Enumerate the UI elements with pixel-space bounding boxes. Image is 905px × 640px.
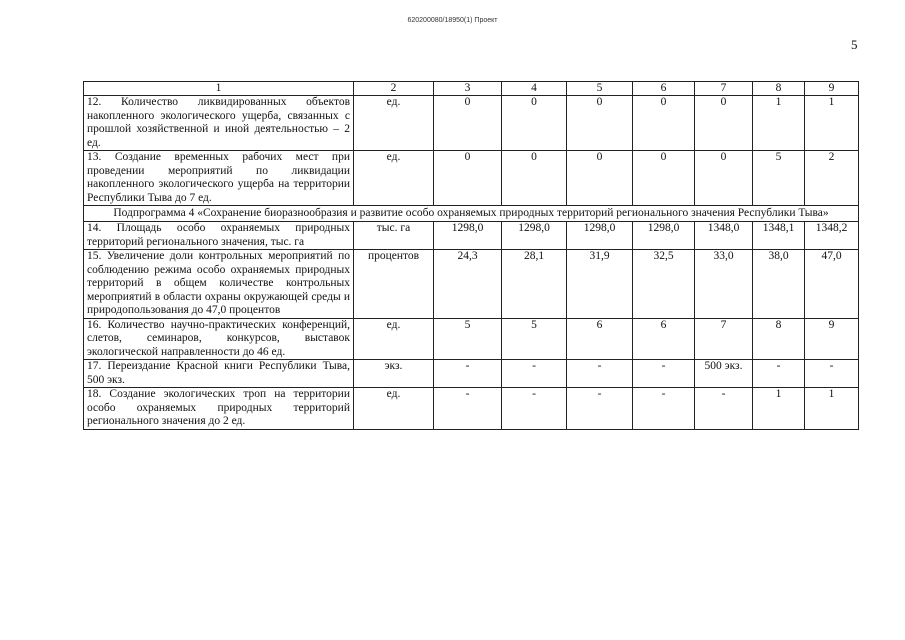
value-cell: 1298,0 xyxy=(502,222,567,250)
header-cell: 8 xyxy=(753,82,805,96)
value-cell: 0 xyxy=(633,151,695,206)
value-cell: 24,3 xyxy=(434,250,502,319)
header-cell: 9 xyxy=(805,82,859,96)
value-cell: 6 xyxy=(567,318,633,360)
value-cell: 1348,2 xyxy=(805,222,859,250)
header-row xyxy=(84,82,859,96)
value-cell: 1298,0 xyxy=(567,222,633,250)
header-cell: 7 xyxy=(695,82,753,96)
value-cell: 0 xyxy=(633,96,695,151)
page-number: 5 xyxy=(851,37,858,52)
header-cell: 5 xyxy=(567,82,633,96)
indicator-unit: процентов xyxy=(354,250,434,319)
value-cell: 0 xyxy=(567,96,633,151)
value-cell: 0 xyxy=(434,151,502,206)
value-cell: 2 xyxy=(805,151,859,206)
header-cell: 6 xyxy=(633,82,695,96)
value-cell: 0 xyxy=(502,96,567,151)
table-row xyxy=(84,388,859,430)
value-cell: 1 xyxy=(753,388,805,430)
value-cell: 0 xyxy=(695,151,753,206)
indicator-unit: ед. xyxy=(354,96,434,151)
indicator-name: 12. Количество ликвидированных объектов накопленного экологического ущерба, связанных с прошлой хозяйственной и иной деятельностью – 2 ед. xyxy=(84,96,354,151)
value-cell: - xyxy=(633,388,695,430)
indicators-table xyxy=(83,81,859,430)
value-cell: 1 xyxy=(753,96,805,151)
indicator-name: 15. Увеличение доли контрольных мероприятий по соблюдению режима особо охраняемых природных территорий в общем количестве контрольных мероприятий в области охраны окружающей среды и природопользования до 47,0 процентов xyxy=(84,250,354,319)
value-cell: 7 xyxy=(695,318,753,360)
subprogram-row xyxy=(84,206,859,222)
value-cell: 32,5 xyxy=(633,250,695,319)
indicator-name: 16. Количество научно-практических конференций, слетов, семинаров, конкурсов, выставок экологической направленности до 46 ед. xyxy=(84,318,354,360)
table-row xyxy=(84,360,859,388)
value-cell: 47,0 xyxy=(805,250,859,319)
value-cell: 1298,0 xyxy=(434,222,502,250)
subprogram-title: Подпрограмма 4 «Сохранение биоразнообразия и развитие особо охраняемых природных территорий регионального значения Республики Тыва» xyxy=(84,206,859,222)
value-cell: 33,0 xyxy=(695,250,753,319)
indicator-unit: ед. xyxy=(354,318,434,360)
value-cell: - xyxy=(753,360,805,388)
value-cell: 5 xyxy=(434,318,502,360)
value-cell: 1298,0 xyxy=(633,222,695,250)
value-cell: 0 xyxy=(567,151,633,206)
header-cell: 4 xyxy=(502,82,567,96)
table-row xyxy=(84,151,859,206)
header-cell: 3 xyxy=(434,82,502,96)
value-cell: 500 экз. xyxy=(695,360,753,388)
value-cell: 38,0 xyxy=(753,250,805,319)
indicator-name: 17. Переиздание Красной книги Республики Тыва, 500 экз. xyxy=(84,360,354,388)
value-cell: 5 xyxy=(502,318,567,360)
value-cell: 9 xyxy=(805,318,859,360)
value-cell: - xyxy=(695,388,753,430)
value-cell: 1348,1 xyxy=(753,222,805,250)
value-cell: 31,9 xyxy=(567,250,633,319)
table-row xyxy=(84,222,859,250)
value-cell: - xyxy=(434,360,502,388)
indicator-unit: тыс. га xyxy=(354,222,434,250)
indicator-unit: ед. xyxy=(354,388,434,430)
header-cell: 1 xyxy=(84,82,354,96)
value-cell: 0 xyxy=(695,96,753,151)
table-row xyxy=(84,318,859,360)
table-row xyxy=(84,96,859,151)
indicator-name: 13. Создание временных рабочих мест при проведении мероприятий по ликвидации накопленного экологического ущерба на территории Республики Тыва до 7 ед. xyxy=(84,151,354,206)
document-id: 620200080/18950(1) Проект xyxy=(407,17,498,24)
value-cell: 1348,0 xyxy=(695,222,753,250)
value-cell: - xyxy=(434,388,502,430)
value-cell: - xyxy=(567,360,633,388)
value-cell: 1 xyxy=(805,96,859,151)
value-cell: 1 xyxy=(805,388,859,430)
value-cell: 5 xyxy=(753,151,805,206)
value-cell: 6 xyxy=(633,318,695,360)
value-cell: - xyxy=(502,360,567,388)
value-cell: 28,1 xyxy=(502,250,567,319)
header-cell: 2 xyxy=(354,82,434,96)
indicator-unit: ед. xyxy=(354,151,434,206)
value-cell: - xyxy=(502,388,567,430)
value-cell: 8 xyxy=(753,318,805,360)
value-cell: - xyxy=(805,360,859,388)
indicator-name: 14. Площадь особо охраняемых природных территорий регионального значения, тыс. га xyxy=(84,222,354,250)
indicator-unit: экз. xyxy=(354,360,434,388)
value-cell: 0 xyxy=(502,151,567,206)
table-row xyxy=(84,250,859,319)
value-cell: - xyxy=(567,388,633,430)
indicator-name: 18. Создание экологических троп на территории особо охраняемых природных территорий регионального значения до 2 ед. xyxy=(84,388,354,430)
value-cell: 0 xyxy=(434,96,502,151)
value-cell: - xyxy=(633,360,695,388)
